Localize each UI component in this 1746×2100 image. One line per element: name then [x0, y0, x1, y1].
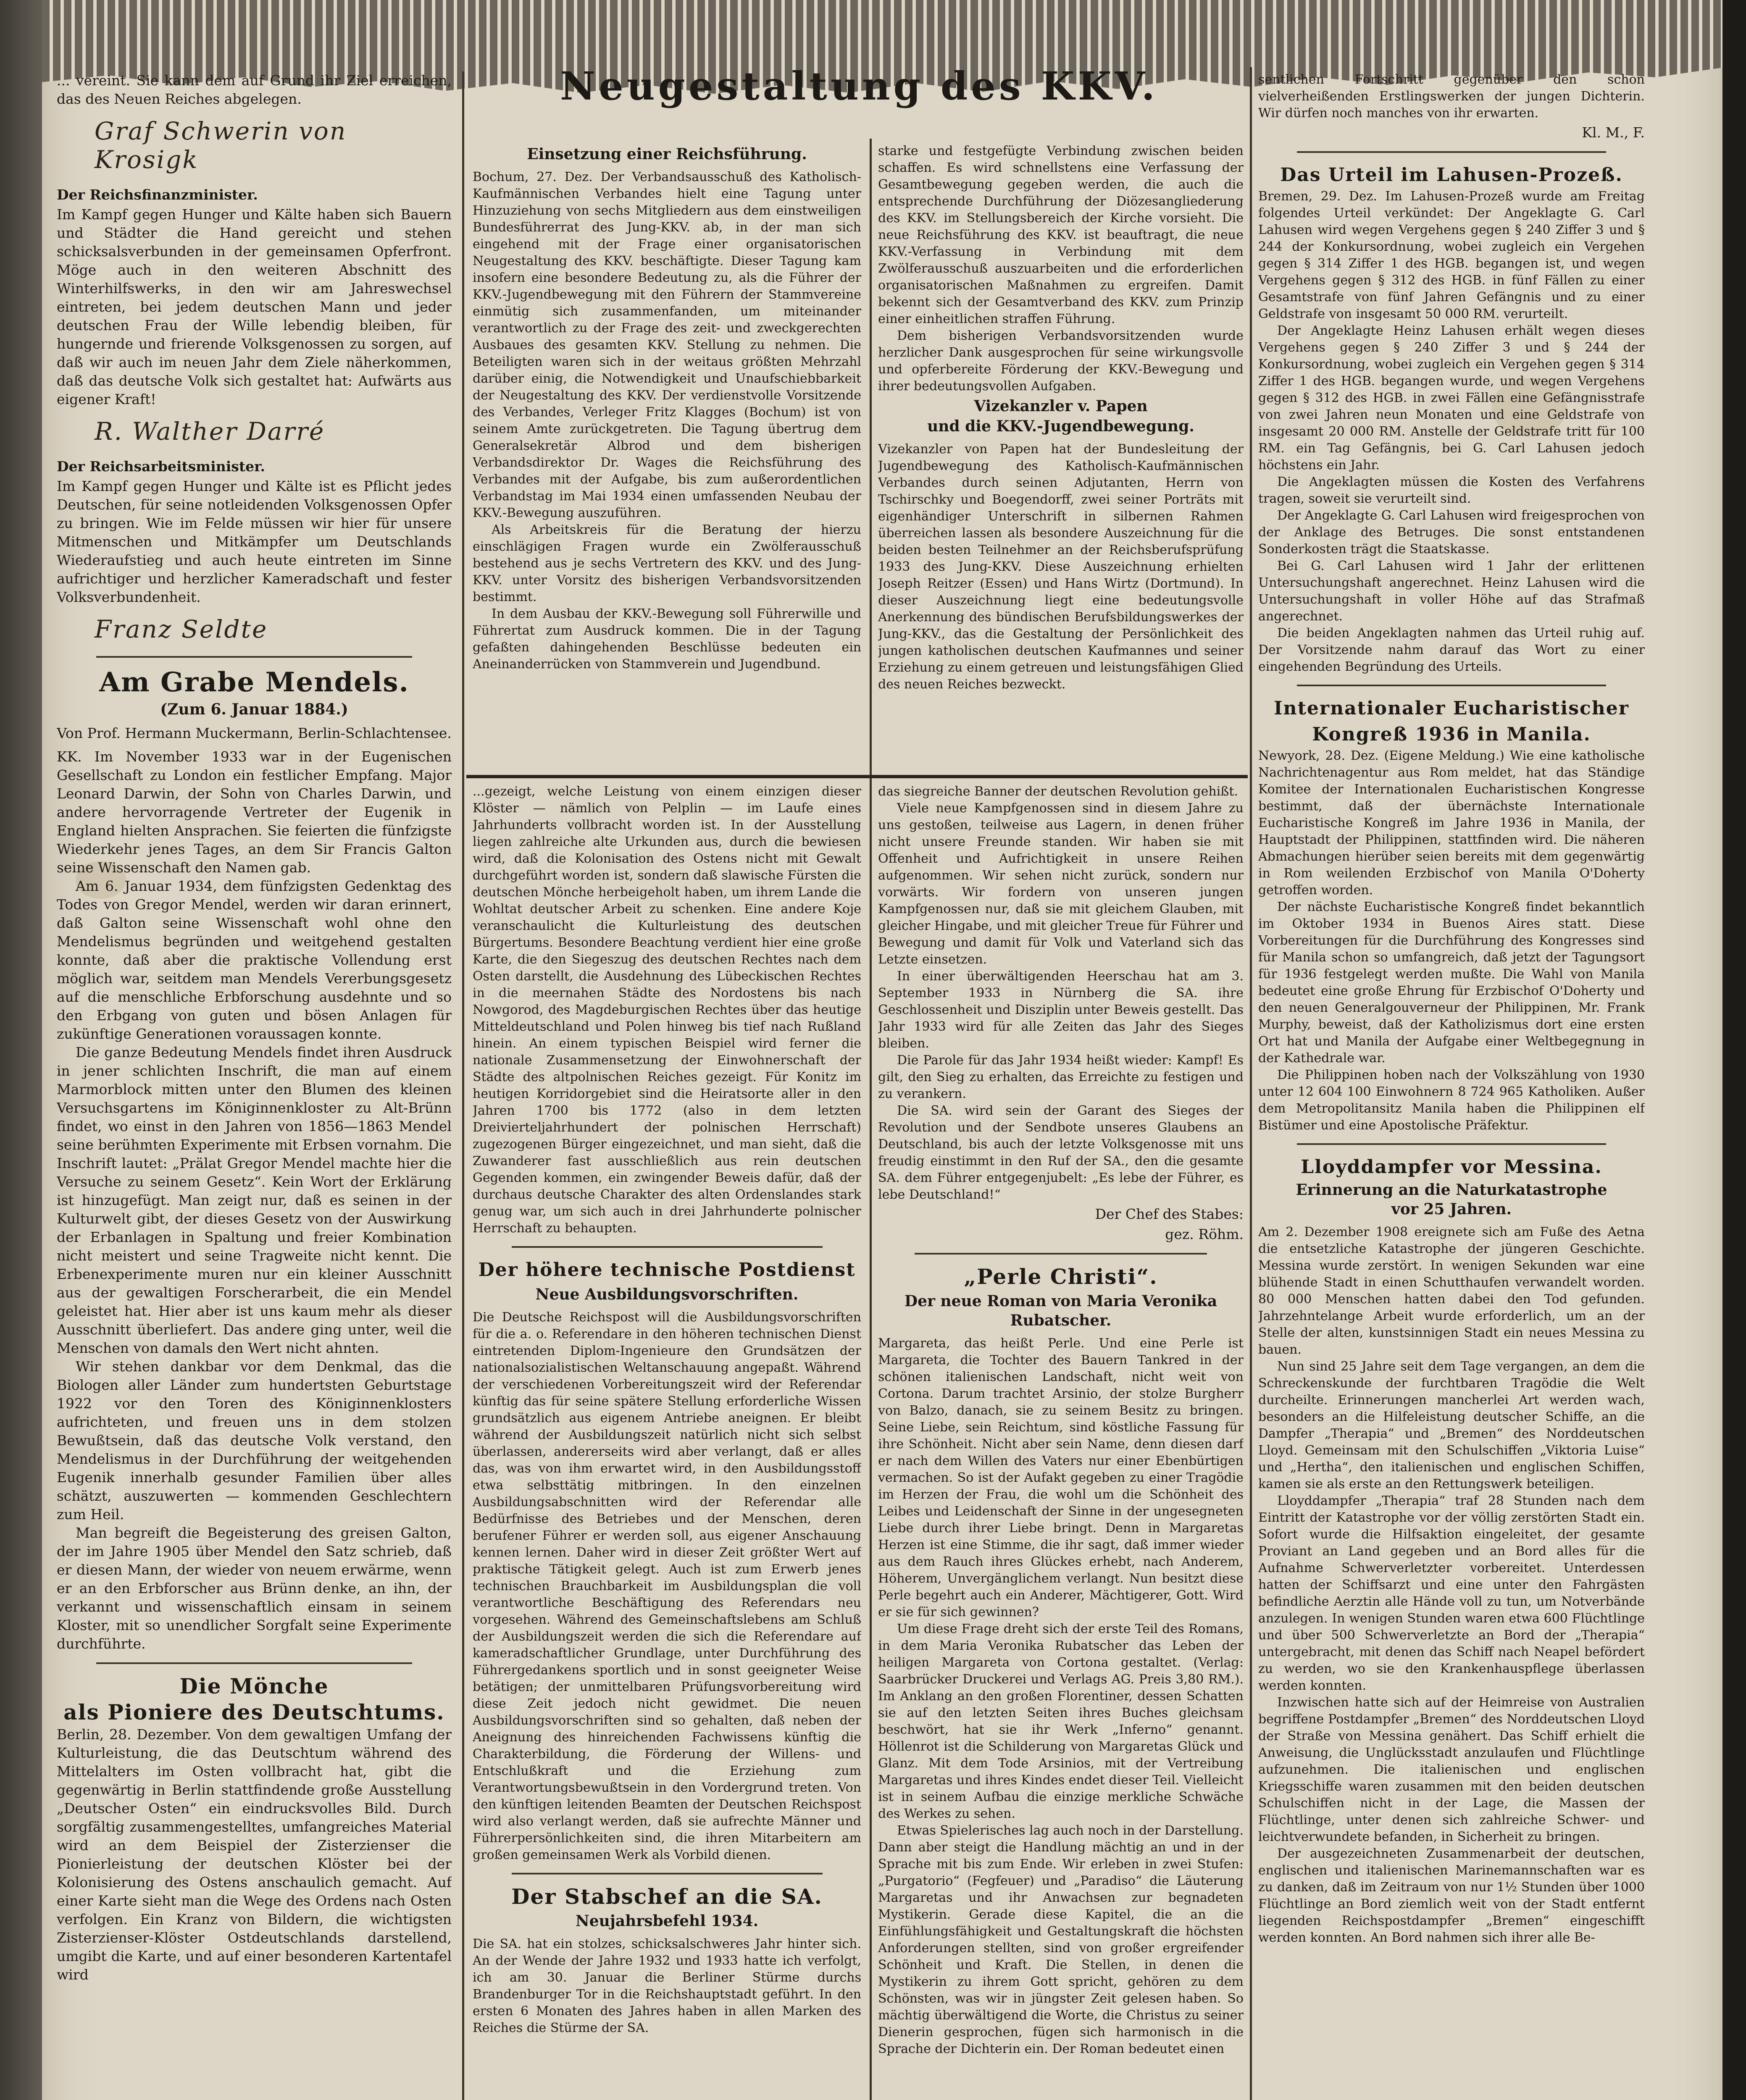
column-rule	[870, 139, 872, 2100]
article-paragraph: Die SA. hat ein stolzes, schicksalschweres Jahr hinter sich. An der Wende der Jahre 1932 und 1933 hatte ich verfolgt, ich am 30. Januar die Berliner Stürme durchs Brandenburger Tor in die Reichshauptstadt geführt. In den ersten 6 Monaten des Jahres haben in allen Marken des Reiches die Stürme der SA.	[473, 1937, 861, 2035]
section-divider	[96, 1662, 412, 1664]
intro-text: ... vereint. Sie kann dem auf Grund ihr Ziel erreichen, das des Neuen Reiches abgelegen.	[57, 72, 452, 107]
minister-title: Der Reichsfinanzminister.	[57, 186, 258, 203]
article-headline: „Perle Christi“.	[964, 1264, 1158, 1289]
section-divider	[96, 656, 412, 658]
article-subheadline: Vizekanzler v. Papen	[974, 397, 1148, 415]
article-subheadline: Erinnerung an die Naturkatastrophe	[1296, 1181, 1607, 1199]
article-byline: Von Prof. Hermann Muckermann, Berlin-Schlachtensee.	[57, 725, 452, 741]
article-headline: Am Grabe Mendels.	[99, 667, 409, 698]
article-paragraph: Der Angeklagte Heinz Lahusen erhält wegen dieses Vergehens gegen § 240 Ziffer 3 und § 244 der Konkursordnung, wobei zugleich ein Vergehen gegen § 314 Ziffer 1 des HGB. begangen wurde, und wegen Vergehens gegen § 312 des HGB. in zwei Fällen eine Gefängnisstrafe von zwei Jahren neun Monaten und eine Geldstrafe von insgesamt 20 000 RM. Anstelle der Geldstrafe tritt für 100 RM. ein Tag Gefängnis, bei G. Carl Lahusen jedoch höchstens ein Jahr.	[1258, 323, 1645, 472]
signature-agriculture-minister: R. Walther Darré	[95, 417, 325, 446]
article-paragraph: In einer überwältigenden Heerschau hat am 3. September 1933 in Nürnberg die SA. ihre Geschlossenheit und Disziplin unter Beweis gestellt. Das Jahr 1933 wird für alle Zeiten das Jahr des Sieges bleiben.	[878, 969, 1244, 1051]
page-headline: Neugestaltung des KKV.	[560, 63, 1158, 109]
author-initials: Kl. M., F.	[1582, 124, 1645, 141]
article-paragraph: Um diese Frage dreht sich der erste Teil des Romans, in dem Maria Veronika Rubatscher das Leben der heiligen Margareta von Cortona gestaltet. (Verlag: Saarbrücker Druckerei und Verlags AG. Preis 3,80 RM.). Im Anklang an den großen Florentiner, dessen Schatten sie auf den letzten Seiten ihres Buches gleichsam beschwört, hat sie ihr Werk „Inferno“ genannt. Höllenrot ist die Schilderung von Margaretas Glück und Glanz. Mit dem Tode Arsinios, mit der Vertreibung Margaretas und ihres Kindes endet dieser Teil. Vielleicht ist in seinem Aufbau die einzige merkliche Schwäche des Werkes zu sehen.	[878, 1622, 1244, 1821]
horizontal-rule	[466, 775, 1248, 778]
article-headline: Internationaler Eucharistischer	[1274, 698, 1629, 719]
signature-line: Der Chef des Stabes:	[1095, 1206, 1244, 1222]
column-3-upper	[878, 143, 1244, 771]
column-rule	[462, 71, 464, 2100]
article-headline: Der höhere technische Postdienst	[478, 1259, 856, 1281]
article-paragraph: Wir stehen dankbar vor dem Denkmal, das die Biologen aller Länder zum hundertsten Geburtstage 1922 vor den Toren des Königinnenklosters aufrichteten, und freuen uns in dem stolzen Bewußtsein, daß das deutsche Volk verstand, den Mendelismus in der Durchführung der weitgehenden Eugenik innerhalb gesunder Familien über alles schätzt, auszuwerten — kommenden Geschlechtern zum Heil.	[57, 1358, 452, 1522]
column-1	[57, 71, 452, 2100]
article-paragraph: Die ganze Bedeutung Mendels findet ihren Ausdruck in jener schlichten Inschrift, die man auf einem Marmorblock mitten unter den Blumen des kleinen Versuchsgartens im Königinnenkloster zu Alt-Brünn findet, wo einst in den Jahren von 1856—1863 Mendel seine berühmten Experimente mit Erbsen vornahm. Die Inschrift lautet: „Prälat Gregor Mendel machte hier die Versuche zu seinem Gesetz“. Kein Wort der Erklärung ist hinzugefügt. Man zeigt nur, daß es seinen in der Kulturwelt gibt, der dieses Gesetz von der Auswirkung der Erbanlagen in Spaltung und freier Kombination nicht meistert und seine Tragweite nicht kennt. Die Erbenexperimente muren nur ein kleiner Ausschnitt aus der gewaltigen Forscherarbeit, die ein Mendel geleistet hat. Hier aber ist uns kaum mehr als dieser Ausschnitt überliefert. Das andere ging unter, weil die Menschen von damals den Wert nicht ahnten.	[57, 1044, 452, 1356]
article-headline: Die Mönche	[179, 1674, 329, 1698]
signature-finance-minister: Graf Schwerin von Krosigk	[95, 117, 347, 174]
article-paragraph: ...gezeigt, welche Leistung von einem einzigen dieser Klöster — nämlich von Pelplin — im Laufe eines Jahrhunderts vollbracht worden ist. In der Ausstellung liegen zahlreiche alte Urkunden aus, durch die bewiesen wird, daß die Kolonisation des Ostens nicht mit Gewalt durchgeführt worden ist, sondern daß slawische Fürsten die deutschen Mönche herbeigeholt haben, um ihrem Lande die Wohltat deutscher Arbeit zu schenken. Eine andere Koje veranschaulicht die Kulturleistung des deutschen Bürgertums. Besondere Beachtung verdient hier eine große Karte, die den Siegeszug des deutschen Rechtes nach dem Osten darstellt, die Ausdehnung des Lübeckischen Rechtes in die meernahen Städte des Nordostens bis nach Nowgorod, des Magdeburgischen Rechtes über das heutige Mitteldeutschland und Polen hinweg bis tief nach Rußland hinein. An einem typischen Beispiel wird ferner die nationale Zusammensetzung der Einwohnerschaft der Städte des altpolnischen Reiches gezeigt. Für Konitz im heutigen Korridorgebiet sind die Heiratsorte aller in den Jahren 1700 bis 1772 (also in dem letzten Dreivierteljahrhundert der polnischen Herrschaft) zugezogenen Bürger eingezeichnet, und man sieht, daß die Zuwanderer fast ausschließlich aus rein deutschen Gegenden kommen, ein zwingender Beweis dafür, daß der durchaus deutsche Charakter des alten Ordenslandes stark genug war, um sich auch in drei Jahrhunderte polnischer Herrschaft zu behaupten.	[473, 784, 861, 1236]
signature-line: gez. Röhm.	[1165, 1226, 1244, 1242]
minister-title: Der Reichsarbeitsminister.	[57, 458, 265, 475]
article-subheadline: Der neue Roman von Maria Veronika Rubatscher.	[904, 1292, 1217, 1329]
article-subheadline: (Zum 6. Januar 1884.)	[160, 701, 348, 718]
article-paragraph: Der ausgezeichneten Zusammenarbeit der deutschen, englischen und italienischen Marinemannschaften war es zu danken, daß im Zeitraum von nur 1½ Stunden über 1000 Flüchtlinge an Bord ziemlich weit von der Stadt entfernt liegenden Reichspostdampfer „Bremen“ eingeschifft werden konnten. An Bord nahmen sich ihrer alle Be-	[1258, 1846, 1645, 1945]
article-subheadline: Neue Ausbildungsvorschriften.	[535, 1286, 799, 1303]
article-paragraph: Newyork, 28. Dez. (Eigene Meldung.) Wie eine katholische Nachrichtenagentur aus Rom meldet, hat das Ständige Komitee der Internationalen Eucharistischen Kongresse bestimmt, daß der übernächste Internationale Eucharistische Kongreß im Jahre 1936 in Manila, der Hauptstadt der Philippinen, stattfinden wird. Die näheren Abmachungen hierüber seien bereits mit dem gegenwärtig in Rom weilenden Erzbischof von Manila O'Doherty getroffen worden.	[1258, 748, 1645, 898]
article-paragraph: Der Angeklagte G. Carl Lahusen wird freigesprochen von der Anklage des Betruges. Die sonst entstandenen Sonderkosten trägt die Staatskasse.	[1258, 508, 1645, 556]
article-paragraph: KK. Im November 1933 war in der Eugenischen Gesellschaft zu London ein festlicher Empfang. Major Leonard Darwin, der Sohn von Charles Darwin, und andere hervorragende Vertreter der Eugenik in England hielten Ansprachen. Sie feierten die fünfzigste Wiederkehr jenes Tages, an dem Sir Francis Galton seine Wissenschaft den Namen gab.	[57, 748, 452, 876]
article-paragraph: Am 2. Dezember 1908 ereignete sich am Fuße des Aetna die entsetzliche Katastrophe der jüngeren Geschichte. Messina wurde zerstört. In wenigen Sekunden war eine blühende Stadt in einen Schutthaufen verwandelt worden. 80 000 Menschen hatten dabei den Tod gefunden. Jahrzehntelange Arbeit wurde erforderlich, um an der Stelle der alten, kunstsinnigen Stadt ein neues Messina zu bauen.	[1258, 1225, 1645, 1357]
section-divider	[1297, 685, 1606, 686]
article-paragraph: Dem bisherigen Verbandsvorsitzenden wurde herzlicher Dank ausgesprochen für seine wirkungsvolle und opferbereite Förderung der KKV.-Bewegung und ihrer bedeutungsvollen Aufgaben.	[878, 328, 1244, 394]
signature-labor-minister: Franz Seldte	[95, 615, 268, 643]
banner-area	[471, 63, 1248, 143]
article-paragraph: Bei G. Carl Lahusen wird 1 Jahr der erlittenen Untersuchungshaft angerechnet. Heinz Lahusen wird die Untersuchungshaft in voller Höhe auf das Strafmaß angerechnet.	[1258, 559, 1645, 624]
minister-text: Im Kampf gegen Hunger und Kälte ist es Pflicht jedes Deutschen, für seine notleidenden Volksgenossen Opfer zu bringen. Wie im Felde müssen wir hier für unsere Mitmenschen und Mitkämpfer um Deutschlands Wiederaufstieg und auch heute eintreten im Sinne aufrichtiger und herzlicher Kameradschaft und fester Volksverbundenheit.	[57, 478, 452, 605]
article-paragraph: Lloyddampfer „Therapia“ traf 28 Stunden nach dem Eintritt der Katastrophe vor der völlig zerstörten Stadt ein. Sofort wurde die Hilfsaktion eingeleitet, der gesamte Proviant an Land gegeben und an Bord alles für die Aufnahme Schwerverletzter vorbereitet. Unterdessen hatten der Schiffsarzt und eine unter den Fahrgästen befindliche Aerztin alle Hände voll zu tun, um Notverbände anzulegen. In wenigen Stunden waren etwa 600 Flüchtlinge und über 500 Schwerverletzte an Bord der „Therapia“ untergebracht, mit denen das Schiff nach Neapel befördert zu werden, wo sie den Krankenhauspflege überlassen werden konnten.	[1258, 1494, 1645, 1693]
column-rule	[1250, 67, 1252, 2100]
article-paragraph: Etwas Spielerisches lag auch noch in der Darstellung. Dann aber steigt die Handlung mächtig an und in der Sprache mit bis zum Ende. Wir erleben in zwei Stufen: „Purgatorio“ (Fegfeuer) und „Paradiso“ die Läuterung Margaretas und ihr Anwachsen zur begnadeten Mystikerin. Gerade diese Kapitel, die an die Einfühlungsfähigkeit und Gestaltungskraft die höchsten Anforderungen stellten, sind von großer ergreifender Schönheit und Kraft. Die Stellen, in denen die Mystikerin zu ihrem Gott spricht, gehören zu dem Schönsten, was wir in jüngster Zeit gelesen haben. So mächtig überwältigend die Worte, die Christus zu seiner Dienerin gesprochen, fügen sich harmonisch in die Sprache der Dichterin ein. Der Roman bedeutet einen	[878, 1823, 1244, 2056]
article-paragraph: starke und festgefügte Verbindung zwischen beiden schaffen. Es wird schnellstens eine Verfassung der Gesamtbewegung gegeben werden, die auch die entsprechende Durchführung der Diözesangliederung des KKV. im Stellungsbereich der Kirche vorsieht. Die neue Reichsführung des KKV. ist beauftragt, die neue KKV.-Verfassung in Verbindung mit dem Zwölferausschuß auszuarbeiten und die erforderlichen organisatorischen Maßnahmen zu ergreifen. Damit bekennt sich der Gesamtverband des KKV. zum Prinzip einer einheitlichen straffen Führung.	[878, 144, 1244, 326]
article-headline: als Pioniere des Deutschtums.	[63, 1700, 445, 1725]
article-headline: Der Stabschef an die SA.	[511, 1884, 823, 1909]
article-subheadline: vor 25 Jahren.	[1391, 1200, 1512, 1218]
page-edge-shadow	[1722, 0, 1746, 2100]
section-divider	[512, 1246, 823, 1248]
article-paragraph: Die Philippinen hoben nach der Volkszählung von 1930 unter 12 604 100 Einwohnern 8 724 965 Katholiken. Außer dem Metropolitansitz Manila haben die Philippinen elf Bistümer und eine Apostolische Präfektur.	[1258, 1068, 1645, 1133]
article-paragraph: das siegreiche Banner der deutschen Revolution gehißt.	[878, 784, 1238, 799]
article-paragraph: Am 6. Januar 1934, dem fünfzigsten Gedenktag des Todes von Gregor Mendel, werden wir daran erinnert, daß Galton seine Wissenschaft wohl ohne den Mendelismus begründen und weitgehend gestalten konnte, daß aber die praktische Vollendung erst möglich war, seitdem man Mendels Vererbungsgesetz auf die menschliche Erbforschung ausdehnte und so den Erbgang von guten und bösen Anlagen für zukünftige Generationen voraussagen konnte.	[57, 878, 452, 1042]
article-paragraph: Berlin, 28. Dezember. Von dem gewaltigen Umfang der Kulturleistung, die das Deutschtum während des Mittelalters im Osten vollbracht hat, gibt die gegenwärtig in Berlin stattfindende große Ausstellung „Deutscher Osten“ ein eindrucksvolles Bild. Durch sorgfältig zusammengestelltes, umfangreiches Material wird an dem Beispiel der Zisterzienser die Pionierleistung der deutschen Klöster bei der Kolonisierung des Ostens anschaulich gemacht. Auf einer Karte sieht man die Wege des Ordens nach Osten verfolgen. Ein Kranz von Bildern, die wichtigsten Zisterzienser-Klöster Ostdeutschlands darstellend, umgibt die Karte, und auf einer besonderen Kartentafel wird	[57, 1726, 452, 1983]
article-paragraph: Inzwischen hatte sich auf der Heimreise von Australien begriffene Postdampfer „Bremen“ des Norddeutschen Lloyd der Straße von Messina genähert. Das Schiff erhielt die Anweisung, die Unglücksstadt anzulaufen und Flüchtlinge aufzunehmen. Die italienischen und englischen Kriegsschiffe waren zusammen mit den beiden deutschen Schulschiffen nicht in der Lage, die Massen der Flüchtlinge, unter denen sich zahlreiche Schwer- und leichtverwundete befanden, in Sicherheit zu bringen.	[1258, 1695, 1645, 1844]
minister-text: Im Kampf gegen Hunger und Kälte haben sich Bauern und Städter die Hand gereicht und stehen schicksalsverbunden in der gemeinsamen Opferfront. Möge auch in den weiteren Abschnitt des Winterhilfswerks, in den wir am Jahreswechsel eintreten, bei jedem deutschen Mann und jeder deutschen Frau der Wille lebendig bleiben, für hungernde und frierende Volksgenossen zu sorgen, auf daß wir auch im neuen Jahr dem Ziele näherkommen, daß das deutsche Volk sich gestaltet hat: Aufwärts aus eigener Kraft!	[57, 206, 452, 407]
column-2-lower	[473, 783, 861, 2100]
article-subheadline: und die KKV.-Jugendbewegung.	[927, 417, 1194, 435]
article-paragraph: Die Parole für das Jahr 1934 heißt wieder: Kampf! Es gilt, den Sieg zu erhalten, das Erreichte zu festigen und zu verankern.	[878, 1053, 1244, 1101]
article-subheadline: Einsetzung einer Reichsführung.	[527, 145, 807, 163]
article-paragraph: In dem Ausbau der KKV.-Bewegung soll Führerwille und Führertat zum Ausdruck kommen. Die in der Tagung gefaßten dahingehenden Beschlüsse bedeuten ein Aneinanderrücken von Stammverein und Jugendbund.	[473, 606, 861, 672]
column-2-upper	[473, 143, 861, 771]
article-paragraph: Man begreift die Begeisterung des greisen Galton, der im Jahre 1905 über Mendel den Satz schrieb, daß er diesen Mann, der wieder von neuem erwärme, wenn er an den Erbforscher aus Brünn denke, an ihn, der verkannt und wissenschaftlich einsam in seinem Kloster, mit so unendlicher Sorgfalt seine Experimente durchführte.	[57, 1525, 452, 1652]
column-4	[1258, 71, 1645, 2100]
article-headline: Kongreß 1936 in Manila.	[1312, 724, 1591, 745]
article-paragraph: Viele neue Kampfgenossen sind in diesem Jahre zu uns gestoßen, teilweise aus Lagern, in denen früher nicht unsere Freunde standen. Wir haben sie mit Offenheit und Aufrichtigkeit in unsere Reihen aufgenommen. Wir sehen nicht zurück, sondern nur vorwärts. Wir fordern von unseren jungen Kampfgenossen nur, daß sie mit gleichem Glauben, mit gleicher Hingabe, und mit gleicher Treue für Führer und Bewegung und damit für Volk und Vaterland sich das Letzte einsetzen.	[878, 801, 1244, 967]
article-paragraph: Die Deutsche Reichspost will die Ausbildungsvorschriften für die a. o. Referendare in den höheren technischen Dienst eintretenden Diplom-Ingenieure den Grundsätzen der nationalsozialistischen Weltanschauung angepaßt. Während der verschiedenen Vorbereitungszeit wird der Referendar künftig das für seine spätere Stellung erforderliche Wissen grundsätzlich aus eigenem Antriebe aneignen. Er bleibt während der Ausbildungszeit natürlich nicht sich selbst überlassen, andererseits wird aber verlangt, daß er alles das, was von ihm erwartet wird, in den Ausbildungsstoff etwa selbsttätig mitbringen. In den einzelnen Ausbildungsabschnitten wird der Referendar alle Bedürfnisse des Betriebes und der Menschen, deren berufener Führer er werden soll, aus eigener Anschauung kennen lernen. Daher wird in dieser Zeit größter Wert auf praktische Tätigkeit gelegt. Auch ist zum Erwerb jenes technischen Brauchbarkeit im Ausbildungsplan die voll verantwortliche Beschäftigung des Referendars neu vorgesehen. Während des Gemeinschaftslebens am Schluß der Ausbildungszeit werden die sich die Referendare auf kameradschaftlicher Grundlage, unter Durchführung des Führergedankens sportlich und in sonst geeigneter Weise betätigen; der unmittelbaren Prüfungsvorbereitung wird diese Zeit jedoch nicht gewidmet. Die neuen Ausbildungsvorschriften sind so gehalten, daß neben der Aneignung des hinreichenden Fachwissens künftig die Charakterbildung, die Förderung der Willens- und Entschlußkraft und die Erziehung zum Verantwortungsbewußtsein in den Vordergrund treten. Von den künftigen leitenden Beamten der Deutschen Reichspost wird also verlangt werden, daß sie aufrechte Männer und Führerpersönlichkeiten sind, die ihren Mitarbeitern am großen gemeinsamen Werk als Vorbild dienen.	[473, 1310, 861, 1862]
article-headline: Das Urteil im Lahusen-Prozeß.	[1280, 164, 1623, 186]
article-paragraph: Margareta, das heißt Perle. Und eine Perle ist Margareta, die Tochter des Bauern Tankred in der schönen italienischen Landschaft, nicht weit von Cortona. Darum trachtet Arsinio, der stolze Burgherr von Balzo, danach, sie zu seinem Besitz zu bringen. Seine Liebe, sein Reichtum, sind köstliche Fassung für ihre Schönheit. Nicht aber sein Name, denn diesen darf er nach dem Willen des Vaters nur einer Ebenbürtigen vermachen. So ist der Aufakt gegeben zu einer Tragödie im Herzen der Frau, die wohl um die Schönheit des Leibes und Leidenschaft der Sinne in der ungesegneten Liebe durch ihrer Liebe bringt. Denn in Margaretas Herzen ist eine Stimme, die ihr sagt, daß immer wieder aus dem Rauch ihres Glückes erhebt, nach Anderem, Höherem, Unvergänglichem verlangt. Nun besitzt diese Perle begehrt auch ein Anderer, Mächtigerer, Gott. Wird er sie für sich gewinnen?	[878, 1336, 1244, 1620]
column-3-lower	[878, 783, 1244, 2100]
article-paragraph: Die beiden Angeklagten nahmen das Urteil ruhig auf. Der Vorsitzende nahm darauf das Wort zu einer eingehenden Begründung des Urteils.	[1258, 626, 1645, 674]
article-paragraph: Als Arbeitskreis für die Beratung der hierzu einschlägigen Fragen wurde ein Zwölferausschuß bestehend aus je sechs Vertretern des KKV. und des Jung-KKV. unter Vorsitz des bisherigen Verbandsvorsitzenden bestimmt.	[473, 522, 861, 604]
article-headline: Lloyddampfer vor Messina.	[1301, 1156, 1602, 1178]
section-divider	[915, 1253, 1207, 1255]
article-paragraph: Der nächste Eucharistische Kongreß findet bekanntlich im Oktober 1934 in Buenos Aires statt. Diese Vorbereitungen für die Durchführung des Kongresses sind für Manila schon so umfangreich, daß jetzt der Tagungsort für 1936 festgelegt werden mußte. Die Wahl von Manila bedeutet eine große Ehrung für Erzbischof O'Doherty und den neuen Generalgouverneur der Philippinen, Mr. Frank Murphy, beweist, daß der Katholizismus dort eine ersten Ort hat und Manila der Aufgabe einer Weltbegegnung in der Kathedrale war.	[1258, 900, 1645, 1066]
section-divider	[512, 1873, 823, 1874]
article-paragraph: sentlichen Fortschritt gegenüber den schon vielverheißenden Erstlingswerken der jungen Dichterin. Wir dürfen noch manches von ihr erwarten.	[1258, 72, 1645, 121]
section-divider	[1297, 1143, 1606, 1145]
article-subheadline: Neujahrsbefehl 1934.	[575, 1912, 759, 1930]
section-divider	[1297, 151, 1606, 153]
article-paragraph: Die SA. wird sein der Garant des Sieges der Revolution und der Sendbote unseres Glaubens an Deutschland, bis auch der letzte Volksgenosse mit uns freudig einstimmt in den Ruf der SA., den die gesamte SA. dem Führer entgegenjubelt: „Es lebe der Führer, es lebe Deutschland!“	[878, 1103, 1244, 1202]
article-paragraph: Bochum, 27. Dez. Der Verbandsausschuß des Katholisch-Kaufmännischen Verbandes hielt eine Tagung unter Hinzuziehung von sechs Mitgliedern aus dem einstweiligen Bundesführerrat des Jung-KKV. ab, in der man sich eingehend mit der Frage einer organisatorischen Neugestaltung des KKV. beschäftigte. Dieser Tagung kam insofern eine besondere Bedeutung zu, als die Führer der KKV.-Jugendbewegung mit den Führern der Stammvereine einmütig sich zusammenfanden, um miteinander verantwortlich zu der Frage des zeit- und zweckgerechten Ausbaues des gesamten KKV. Stellung zu nehmen. Die Beteiligten waren sich in der weitaus größten Mehrzahl darüber einig, die Notwendigkeit und Unaufschiebbarkeit der Neugestaltung des KKV. Der verdienstvolle Vorsitzende des Verbandes, Verleger Fritz Klagges (Bochum) ist von seinem Amte zurückgetreten. Die Tagung übertrug dem Generalsekretär Albrod und dem bisherigen Verbandsdirektor Dr. Wages die Reichsführung des Verbandes mit der Aufgabe, bis zum außerordentlichen Verbandstag im Mai 1934 einen umfassenden Neubau der KKV.-Bewegung auszuführen.	[473, 170, 861, 520]
article-paragraph: Bremen, 29. Dez. Im Lahusen-Prozeß wurde am Freitag folgendes Urteil verkündet: Der Angeklagte G. Carl Lahusen wird wegen Vergehens gegen § 240 Ziffer 3 und § 244 der Konkursordnung, wobei zugleich ein Vergehen gegen § 314 Ziffer 1 des HGB. begangen ist, und wegen Vergehens gegen § 312 des HGB. in fünf Fällen zu einer Gesamtstrafe von fünf Jahren Gefängnis und zu einer Geldstrafe von insgesamt 50 000 RM. verurteilt.	[1258, 189, 1645, 321]
article-paragraph: Nun sind 25 Jahre seit dem Tage vergangen, an dem die Schreckenskunde der furchtbaren Tragödie die Welt durcheilte. Erinnerungen mancherlei Art werden wach, besonders an die Hilfeleistung deutscher Schiffe, an die Dampfer „Therapia“ und „Bremen“ des Norddeutschen Lloyd. Gemeinsam mit den Schulschiffen „Viktoria Luise“ und „Hertha“, den italienischen und englischen Schiffen, kamen sie als erste an den Rettungswerk beteiligen.	[1258, 1359, 1645, 1491]
article-paragraph: Vizekanzler von Papen hat der Bundesleitung der Jugendbewegung des Katholisch-Kaufmännischen Verbandes durch seinen Adjutanten, Herrn von Tschirschky und Boegendorff, zwei seiner Porträts mit eigenhändiger Unterschrift in silbernen Rahmen überreichen lassen als besondere Auszeichnung für die beiden besten Teilnehmer an der Reichsberufsprüfung 1933 des Jung-KKV. Diese Auszeichnung erhielten Joseph Reitzer (Essen) und Hans Wirtz (Dortmund). In dieser Auszeichnung liegt eine bedeutungsvolle Anerkennung des bündischen Berufsbildungswerkes der Jung-KKV., das die Gestaltung der Persönlichkeit des jungen katholischen deutschen Kaufmannes und seiner Erziehung zu einem getreuen und leistungsfähigen Glied des neuen Reiches bezweckt.	[878, 442, 1244, 692]
article-paragraph: Die Angeklagten müssen die Kosten des Verfahrens tragen, soweit sie verurteilt sind.	[1258, 475, 1645, 506]
